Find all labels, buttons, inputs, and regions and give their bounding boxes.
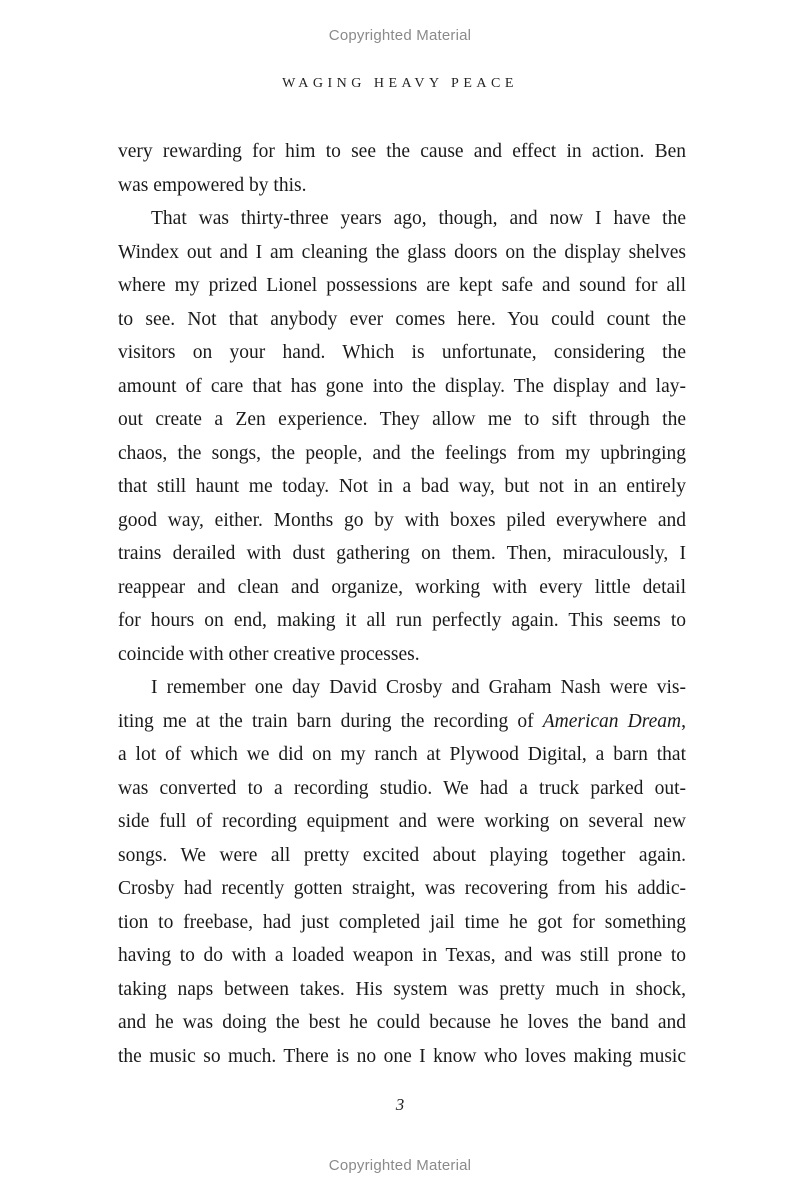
text-line: having to do with a loaded weapon in Texas, and was still prone to bbox=[118, 945, 686, 966]
text-line: taking naps between takes. His system was pretty much in shock, bbox=[118, 978, 686, 1000]
copyright-watermark-top: Copyrighted Material bbox=[328, 27, 472, 44]
text-line: Windex out and I am cleaning the glass doors on the display shelves bbox=[118, 241, 686, 263]
page-number: 3 bbox=[395, 1095, 405, 1114]
text-line: very rewarding for him to see the cause and effect in action. Ben bbox=[118, 141, 686, 162]
text-line: where my prized Lionel possessions are kept safe and sound for all bbox=[118, 275, 686, 296]
text-line: was converted to a recording studio. We had a truck parked out- bbox=[118, 777, 686, 799]
text-line: was empowered by this. bbox=[118, 174, 307, 196]
text-line bbox=[118, 705, 686, 739]
text-segment: , bbox=[681, 710, 686, 732]
text-line: good way, either. Months go by with boxes piled everywhere and bbox=[118, 509, 686, 531]
text-line: and he was doing the best he could because he loves the band and bbox=[118, 1012, 686, 1033]
text-line: That was thirty-three years ago, though, and now I have the bbox=[151, 208, 686, 229]
text-line: reappear and clean and organize, working with every little detail bbox=[118, 576, 686, 598]
text-line: amount of care that has gone into the display. The display and lay- bbox=[118, 375, 686, 397]
text-line: Crosby had recently gotten straight, was recovering from his addic- bbox=[118, 878, 686, 899]
book-title-italic: American Dream bbox=[542, 710, 682, 732]
text-line: a lot of which we did on my ranch at Plywood Digital, a barn that bbox=[118, 744, 686, 765]
text-line: the music so much. There is no one I know who loves making music bbox=[118, 1045, 686, 1067]
copyright-watermark-bottom: Copyrighted Material bbox=[328, 1157, 472, 1174]
text-line: for hours on end, making it all run perfectly again. This seems to bbox=[118, 610, 686, 631]
running-head: WAGING HEAVY PEACE bbox=[282, 76, 518, 91]
text-line: visitors on your hand. Which is unfortunate, considering the bbox=[118, 342, 686, 363]
text-line: to see. Not that anybody ever comes here. You could count the bbox=[118, 308, 686, 330]
text-line: tion to freebase, had just completed jail time he got for something bbox=[118, 911, 686, 933]
text-segment: iting me at the train barn during the recording of bbox=[118, 710, 543, 732]
text-line: I remember one day David Crosby and Graham Nash were vis- bbox=[151, 677, 686, 698]
text-line: out create a Zen experience. They allow me to sift through the bbox=[118, 409, 686, 430]
text-line: side full of recording equipment and were working on several new bbox=[118, 811, 686, 832]
body-text bbox=[118, 135, 686, 1073]
text-line: that still haunt me today. Not in a bad way, but not in an entirely bbox=[118, 476, 686, 497]
text-line: chaos, the songs, the people, and the feelings from my upbringing bbox=[118, 442, 686, 464]
text-line: coincide with other creative processes. bbox=[118, 643, 420, 665]
text-line: trains derailed with dust gathering on them. Then, miraculously, I bbox=[118, 543, 686, 564]
text-line: songs. We were all pretty excited about playing together again. bbox=[118, 844, 686, 866]
